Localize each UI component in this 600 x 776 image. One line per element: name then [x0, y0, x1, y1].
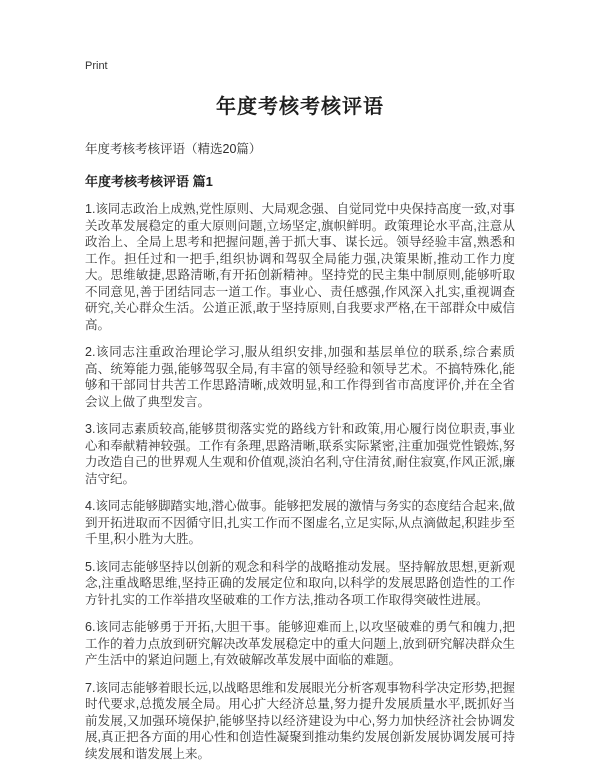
page-title: 年度考核考核评语: [216, 96, 384, 118]
section-heading: 年度考核考核评语 篇1: [85, 174, 213, 189]
print-button[interactable]: Print: [85, 60, 108, 72]
paragraph: 3.该同志素质较高,能够贯彻落实党的路线方针和政策,用心履行岗位职责,事业心和奉献精神较强。工作有条理,思路清晰,联系实际紧密,注重加强党性锻炼,努力改造自己的世界观人生观和价值观,淡泊名利,守住清贫,耐住寂寞,作风正派,廉洁守纪。: [85, 422, 515, 486]
paragraph: 4.该同志能够脚踏实地,潜心做事。能够把发展的激情与务实的态度结合起来,做到开拓进取而不因循守旧,扎实工作而不图虚名,立足实际,从点滴做起,积跬步至千里,积小胜为大胜。: [85, 499, 515, 546]
paragraph: 1.该同志政治上成熟,党性原则、大局观念强、自觉同党中央保持高度一致,对事关改革发展稳定的重大原则问题,立场坚定,旗帜鲜明。政策理论水平高,注意从政治上、全局上思考和把握问题,善于抓大事、谋长远。领导经验丰富,熟悉和工作。担任过和一把手,组织协调和驾驭全局能力强,决策果断,推动工作力度大。思维敏捷,思路清晰,有开拓创新精神。坚持党的民主集中制原则,能够听取不同意见,善于团结同志一道工作。事业心、责任感强,作风深入扎实,重视调查研究,关心群众生活。公道正派,敢于坚持原则,自我要求严格,在干部群众中威信高。: [85, 202, 515, 332]
paragraph: 2.该同志注重政治理论学习,服从组织安排,加强和基层单位的联系,综合素质高、统筹能力强,能够驾驭全局,有丰富的领导经验和领导艺术。不搞特殊化,能够和干部同甘共苦工作思路清晰,成效明显,和工作得到省市高度评价,并在全省会议上做了典型发言。: [85, 345, 515, 409]
doc-subtitle: 年度考核考核评语（精选20篇）: [85, 142, 262, 156]
paragraph: 6.该同志能够勇于开拓,大胆干事。能够迎难而上,以攻坚破难的勇气和魄力,把工作的着力点放到研究解决改革发展稳定中的重大问题上,放到研究解决群众生产生活中的紧迫问题上,有效破解改革发展中面临的难题。: [85, 620, 515, 667]
paragraph: 5.该同志能够坚持以创新的观念和科学的战略推动发展。坚持解放思想,更新观念,注重战略思维,坚持正确的发展定位和取向,以科学的发展思路创造性的工作方针扎实的工作举措攻坚破难的工作方法,推动各项工作取得突破性进展。: [85, 559, 515, 607]
paragraph: 7.该同志能够着眼长远,以战略思维和发展眼光分析客观事物科学决定形势,把握时代要求,总揽发展全局。用心扩大经济总量,努力提升发展质量水平,既抓好当前发展,又加强环境保护,能够坚持以经济建设为中心,努力加快经济社会协调发展,真正把各方面的用心性和创造性凝聚到推动集约发展创新发展协调发展可持续发展和谐发展上来。: [85, 680, 515, 761]
